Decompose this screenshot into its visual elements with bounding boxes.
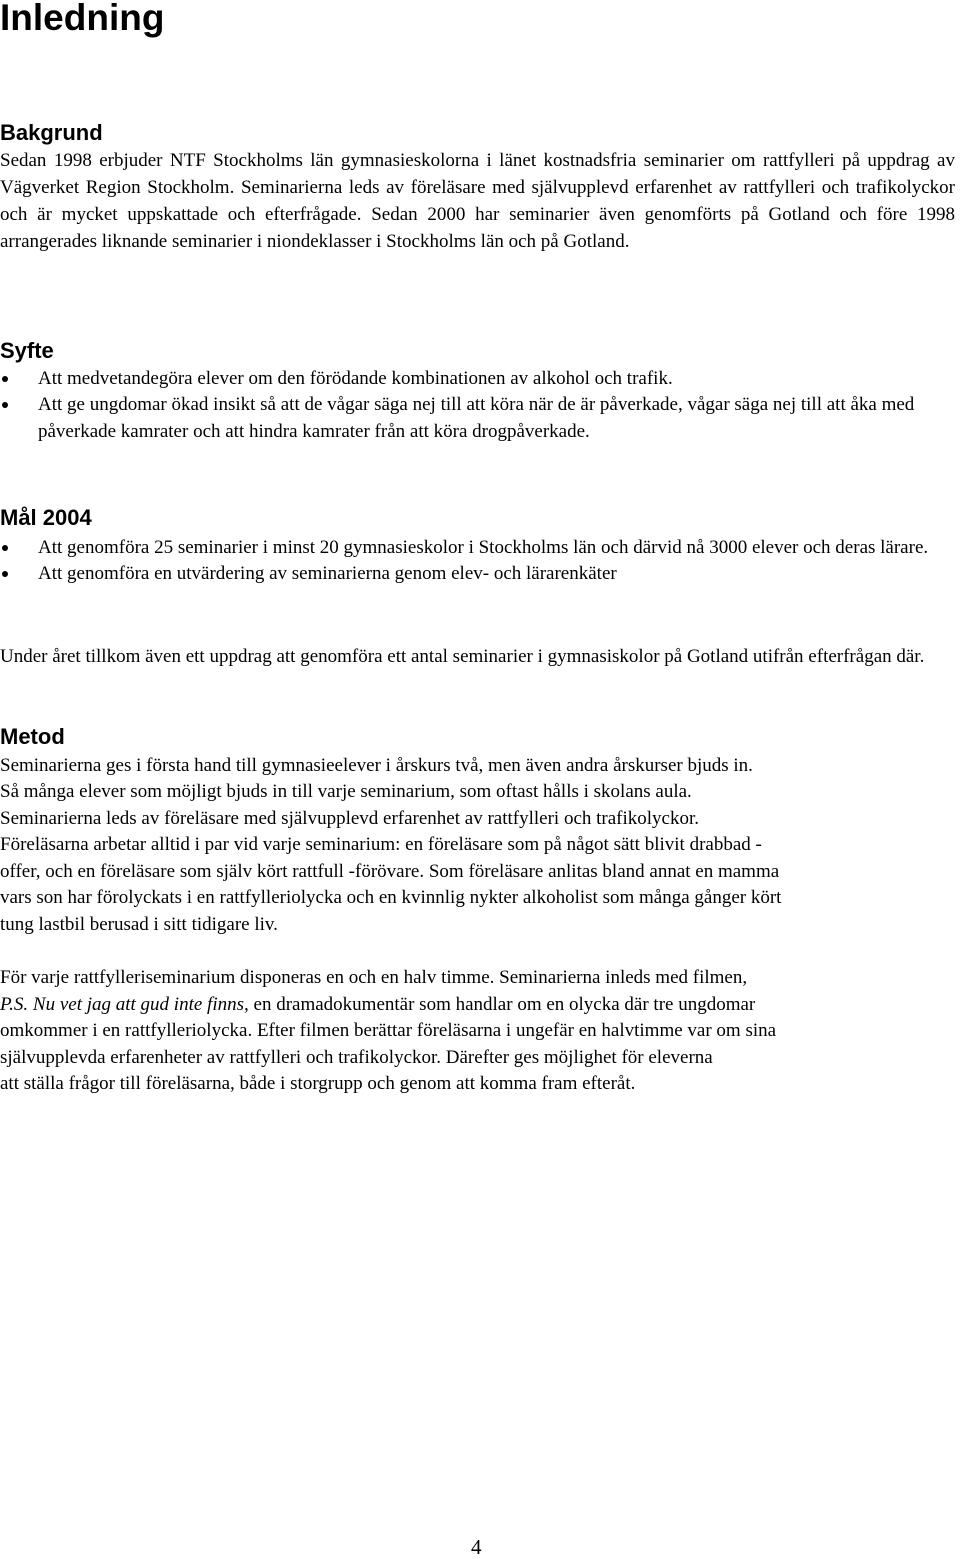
list-item — [0, 365, 955, 392]
heading-metod: Metod — [0, 724, 65, 749]
page-number: 4 — [471, 1535, 482, 1559]
bullet-icon — [2, 545, 8, 551]
metod-line-2: Så många elever som möjligt bjuds in till varje seminarium, som oftast hålls i skolans aula. — [0, 781, 692, 802]
metod-line-6: vars son har förolyckats i en rattfylleriolycka och en kvinnlig nykter alkoholist som många gånger kört — [0, 887, 782, 908]
list-item — [0, 560, 955, 587]
metod-p2-line-1: För varje rattfylleriseminarium disponeras en och en halv timme. Seminarierna inleds med filmen, — [0, 967, 748, 988]
metod-line-5: offer, och en föreläsare som själv kört rattfull -förövare. Som föreläsare anlitas bland annat en mamma — [0, 861, 780, 882]
mal-item-1: Att genomföra 25 seminarier i minst 20 gymnasieskolor i Stockholms län och därvid nå 3000 elever och deras lärare. — [38, 537, 929, 558]
metod-p2-line-4: självupplevda erfarenheter av rattfylleri och trafikolyckor. Därefter ges möjlighet för eleverna — [0, 1047, 713, 1068]
list-item — [0, 391, 955, 445]
metod-p2-line-2-rest: en dramadokumentär som handlar om en olycka där tre ungdomar — [248, 994, 756, 1015]
metod-line-7: tung lastbil berusad i sitt tidigare liv. — [0, 914, 278, 935]
bullet-icon — [2, 402, 8, 408]
heading-bakgrund: Bakgrund — [0, 120, 103, 145]
metod-line-3: Seminarierna leds av föreläsare med självupplevd erfarenhet av rattfylleri och trafikolyckor. — [0, 808, 700, 829]
film-title: P.S. Nu vet jag att gud inte finns, — [0, 994, 249, 1015]
metod-line-1: Seminarierna ges i första hand till gymnasieelever i årskurs två, men även andra årskurser bjuds in. — [0, 755, 753, 776]
mal-note-paragraph: Under året tillkom även ett uppdrag att genomföra ett antal seminarier i gymnasiskolor på Gotland utifrån efterfrågan där. — [0, 646, 925, 667]
heading-syfte: Syfte — [0, 338, 54, 363]
syfte-item-1: Att medvetandegöra elever om den förödande kombinationen av alkohol och trafik. — [38, 368, 673, 389]
mal-list — [0, 534, 955, 586]
bullet-icon — [2, 571, 8, 577]
syfte-list — [0, 365, 955, 444]
syfte-item-2: Att ge ungdomar ökad insikt så att de vågar säga nej till att köra när de är påverkade, vågar säga nej till att åka med påverkade kamrater och att hindra kamrater från att köra drogpåverkade. — [38, 394, 915, 442]
heading-mal-2004: Mål 2004 — [0, 505, 92, 530]
mal-item-2: Att genomföra en utvärdering av seminarierna genom elev- och lärarenkäter — [38, 563, 617, 584]
bullet-icon — [2, 376, 8, 382]
metod-p2-line-5: att ställa frågor till föreläsarna, både i storgrupp och genom att komma fram efteråt. — [0, 1073, 636, 1094]
metod-p2-line-3: omkommer i en rattfylleriolycka. Efter filmen berättar föreläsarna i ungefär en halvtimme var om sina — [0, 1020, 777, 1041]
metod-p2-line-2 — [0, 991, 755, 1018]
list-item — [0, 534, 955, 561]
bakgrund-paragraph: Sedan 1998 erbjuder NTF Stockholms län gymnasieskolorna i länet kostnadsfria seminarier om rattfylleri på uppdrag av Vägverket Region Stockholm. Seminarierna leds av föreläsare med självupplevd erfarenhet av rattfylleri och trafikolyckor och är mycket uppskattade och efterfrågade. Sedan 2000 har seminarier även genomförts på Gotland och före 1998 arrangerades liknande seminarier i niondeklasser i Stockholms län och på Gotland. — [0, 150, 955, 252]
metod-line-4: Föreläsarna arbetar alltid i par vid varje seminarium: en föreläsare som på något sätt blivit drabbad - — [0, 834, 762, 855]
page-title: Inledning — [0, 0, 165, 38]
